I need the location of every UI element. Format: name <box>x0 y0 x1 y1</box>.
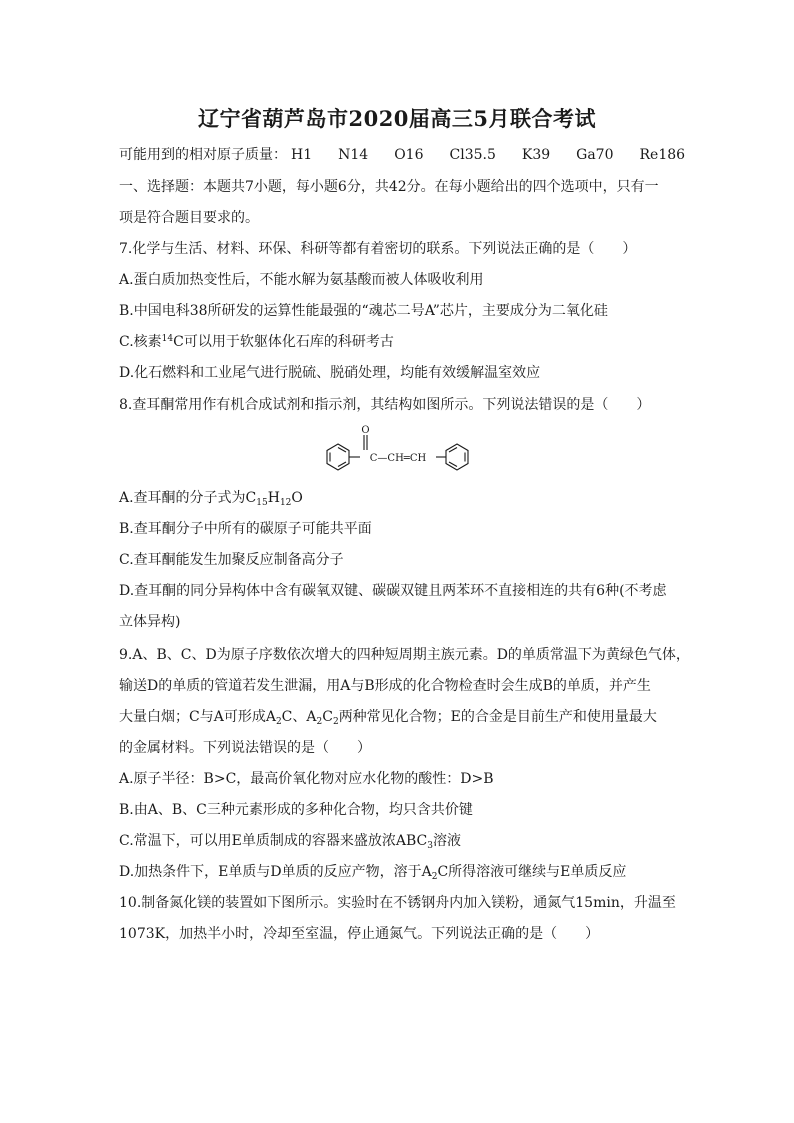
q8-option-d-cont: 立体异构) <box>119 614 181 630</box>
section-intro: 一、选择题：本题共7小题，每小题6分，共42分。在每小题给出的四个选项中，只有一 <box>119 179 659 195</box>
exam-title: 辽宁省葫芦岛市2020届高三5月联合考试 <box>197 106 597 131</box>
q8-option-c: C.查耳酮能发生加聚反应制备高分子 <box>119 552 344 568</box>
q9-stem-cont: 输送D的单质的管道若发生泄漏，用A与B形成的化合物检查时会生成B的单质，并产生 <box>119 678 651 694</box>
q10-stem: 10.制备氮化镁的装置如下图所示。实验时在不锈钢舟内加入镁粉，通氮气15min，升温至 <box>119 895 676 911</box>
q7-option-c: C.核素$^{14}$C可以用于软躯体化石库的科研考古 <box>119 334 394 350</box>
q7-stem: 7.化学与生活、材料、环保、科研等都有着密切的联系。下列说法正确的是（ ） <box>119 241 637 257</box>
q9-option-d: D.加热条件下，E单质与D单质的反应产物，溶于$A_2C$所得溶液可继续与E单质反应 <box>119 864 627 882</box>
q10-stem-cont: 1073K，加热半小时，冷却至室温，停止通氮气。下列说法正确的是（ ） <box>119 926 600 942</box>
q7-option-d: D.化石燃料和工业尾气进行脱硫、脱硝处理，均能有效缓解温室效应 <box>119 365 541 381</box>
q9-stem-cont: 的金属材料。下列说法错误的是（ ） <box>119 740 371 756</box>
atomic-mass-item: N14 <box>338 147 369 163</box>
oxygen-label: O <box>361 425 370 436</box>
atomic-mass-item: K39 <box>521 147 551 163</box>
q9-stem: 9.A、B、C、D为原子序数依次增大的四种短周期主族元素。D的单质常温下为黄绿色气体， <box>119 647 690 663</box>
q7-option-b: B.中国电科38所研发的运算性能最强的“魂芯二号A”芯片，主要成分为二氧化硅 <box>119 303 608 319</box>
q8-stem: 8.查耳酮常用作有机合成试剂和指示剂，其结构如图所示。下列说法错误的是（ ） <box>119 397 651 413</box>
atomic-mass-item: Re186 <box>639 147 686 163</box>
q8-option-b: B.查耳酮分子中所有的碳原子可能共平面 <box>119 521 372 537</box>
q7-option-a: A.蛋白质加热变性后，不能水解为氨基酸而被人体吸收利用 <box>119 272 484 288</box>
q9-option-a: A.原子半径：B>C，最高价氧化物对应水化物的酸性：D>B <box>119 771 494 787</box>
q9-option-c: C.常温下，可以用E单质制成的容器来盛放浓$ABC_3$溶液 <box>119 833 461 851</box>
section-intro-cont: 项是符合题目要求的。 <box>119 210 259 226</box>
q8-option-d: D.查耳酮的同分异构体中含有碳氧双键、碳碳双键且两苯环不直接相连的共有6种(不考虑 <box>119 583 667 599</box>
q9-option-b: B.由A、B、C三种元素形成的多种化合物，均只含共价键 <box>119 802 473 818</box>
atomic-mass-item: Ga70 <box>576 147 614 163</box>
atomic-mass-item: O16 <box>394 147 424 163</box>
q8-option-a: A.查耳酮的分子式为$C_{15}H_{12}O$ <box>119 490 303 508</box>
atomic-mass-label: 可能用到的相对原子质量： <box>119 147 287 163</box>
atomic-mass-item: Cl35.5 <box>449 147 496 163</box>
atomic-mass-line <box>119 145 686 165</box>
chain-label: C—CH═CH <box>369 453 427 464</box>
chalcone-structure-diagram <box>318 424 478 476</box>
atomic-mass-item: H1 <box>291 147 313 163</box>
q9-stem-cont: 大量白烟；C与A可形成$A_2C$、$A_2C_2$两种常见化合物；E的合金是目前生产和使用量最大 <box>119 709 657 727</box>
